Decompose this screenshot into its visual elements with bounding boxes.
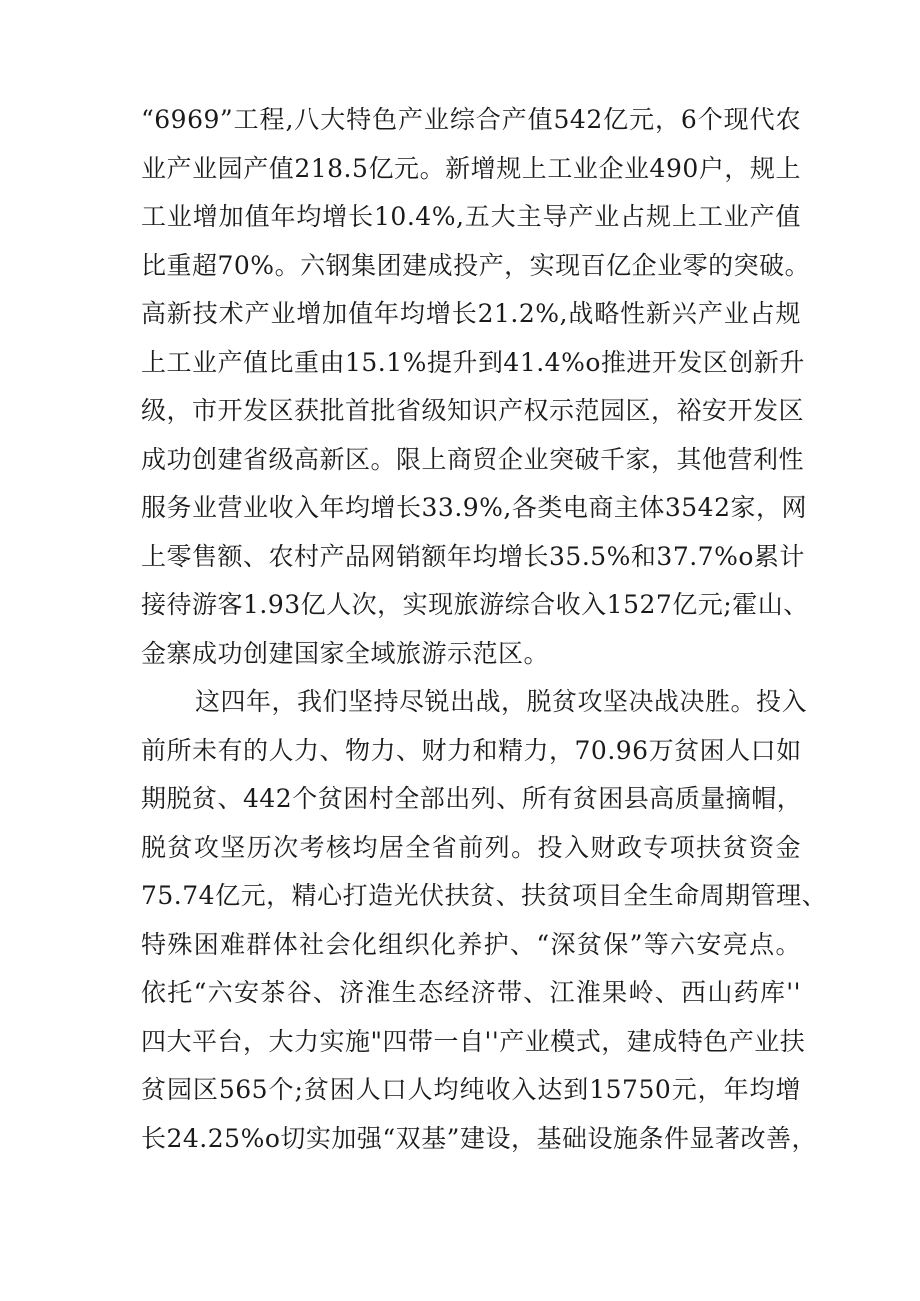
- text-line: 业产业园产值218.5亿元。新增规上工业企业490户，规上: [141, 153, 801, 183]
- text-line: 这四年，我们坚持尽锐出战，脱贫攻坚决战决胜。投入: [195, 687, 808, 716]
- text-line: 服务业营业收入年均增长33.9%,各类电商主体3542家，网: [141, 493, 807, 522]
- text-line: 贫园区565个;贫困人口人均纯收入达到15750元，年均增: [141, 1075, 801, 1104]
- poverty-paragraph: [141, 678, 828, 1163]
- text-line: 75.74亿元，精心打造光伏扶贫、扶贫项目全生命周期管理、: [141, 881, 828, 910]
- text-line: 长24.25%o切实加强“双基”建设，基础设施条件显著改善，: [141, 1123, 817, 1153]
- body-text: [141, 96, 828, 1163]
- text-line: “6969”工程,八大特色产业综合产值542亿元，6个现代农: [141, 105, 801, 134]
- text-line: 上零售额、农村产品网销额年均增长35.5%和37.7%o累计: [141, 541, 805, 571]
- industry-paragraph: [141, 96, 811, 678]
- text-line: 接待游客1.93亿人次，实现旅游综合收入1527亿元;霍山、: [141, 590, 809, 619]
- text-line: 级，市开发区获批首批省级知识产权示范园区，裕安开发区: [141, 396, 805, 425]
- text-line: 比重超70%。六钢集团建成投产，实现百亿企业零的突破。: [141, 250, 811, 280]
- text-line: 成功创建省级高新区。限上商贸企业突破千家，其他营利性: [141, 444, 805, 474]
- text-line: 前所未有的人力、物力、财力和精力，70.96万贫困人口如: [141, 735, 802, 765]
- text-line: 高新技术产业增加值年均增长21.2%,战略性新兴产业占规: [141, 299, 801, 328]
- text-line: 金寨成功创建国家全域旅游示范区。: [141, 638, 550, 668]
- text-line: 四大平台，大力实施"四带一自''产业模式，建成特色产业扶: [141, 1026, 806, 1056]
- text-line: 依托“六安茶谷、济淮生态经济带、江淮果岭、西山药库'': [141, 978, 801, 1007]
- text-line: 期脱贫、442个贫困村全部出列、所有贫困县高质量摘帽，: [141, 784, 803, 813]
- text-line: 脱贫攻坚历次考核均居全省前列。投入财政专项扶贫资金: [141, 832, 801, 862]
- text-line: 上工业产值比重由15.1%提升到41.4%o推进开发区创新升: [141, 347, 805, 377]
- text-line: 特殊困难群体社会化组织化养护、“深贫保”等六安亮点。: [141, 929, 801, 959]
- text-line: 工业增加值年均增长10.4%,五大主导产业占规上工业产值: [141, 202, 801, 231]
